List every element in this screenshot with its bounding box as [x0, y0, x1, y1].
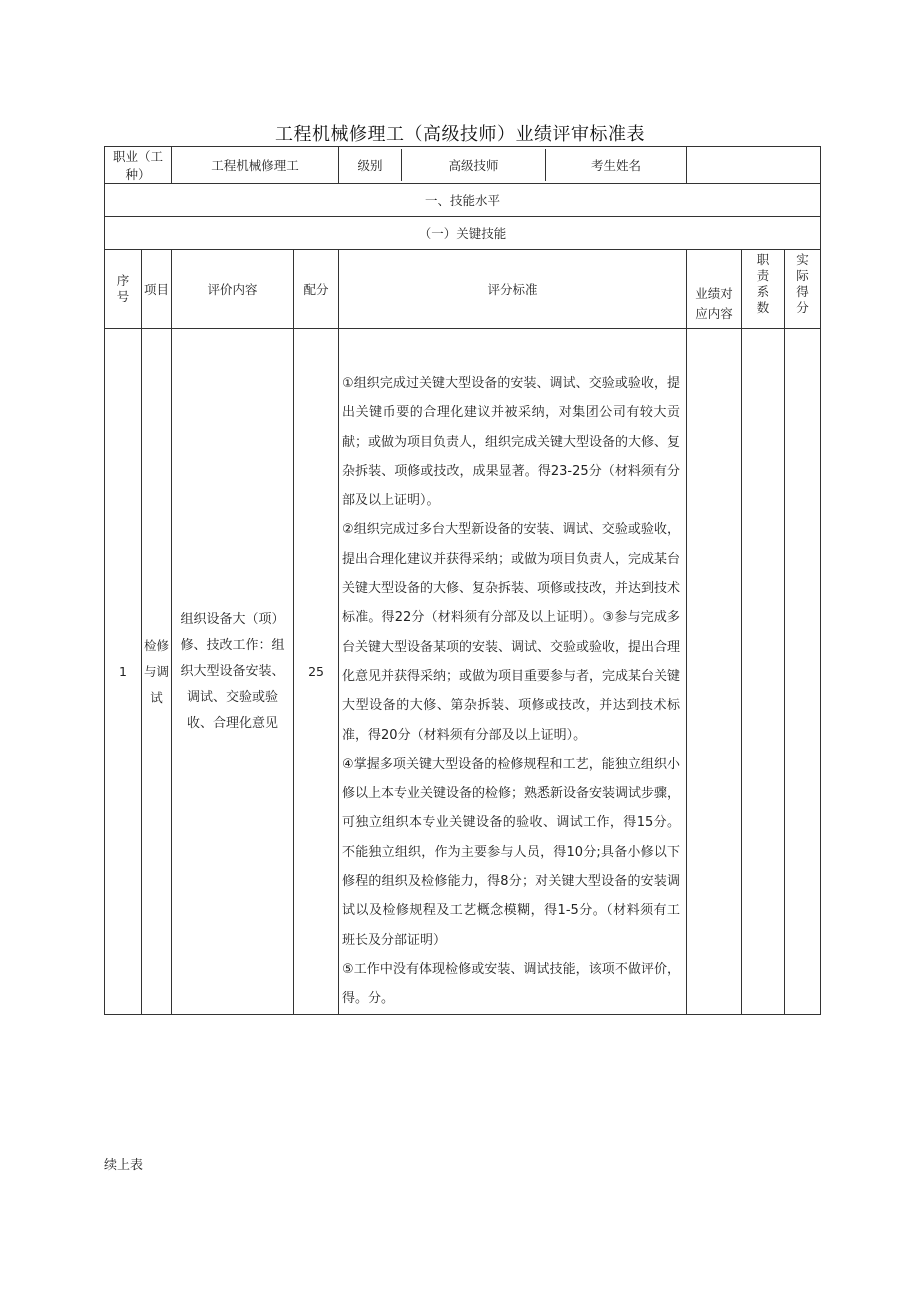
col-content: 评价内容	[172, 250, 294, 329]
col-score: 配分	[294, 250, 339, 329]
candidate-name-field[interactable]	[687, 147, 821, 184]
col-achievement: 业绩对应内容	[687, 250, 742, 329]
level-value: 高级技师	[402, 149, 546, 181]
page-title: 工程机械修理工（高级技师）业绩评审标准表	[275, 124, 645, 145]
col-seq: 序号	[105, 250, 142, 329]
subsection-title: （一）关键技能	[105, 217, 821, 250]
occupation-value: 工程机械修理工	[172, 147, 339, 184]
row-criteria	[339, 329, 687, 1015]
candidate-label: 考生姓名	[591, 158, 642, 173]
row-coefficient-field[interactable]	[742, 329, 785, 1015]
row-seq: 1	[105, 329, 142, 1015]
row-content: 组织设备大（项）修、技改工作：组织大型设备安装、调试、交验或验收、合理化意见	[172, 329, 294, 1015]
row-achievement-field[interactable]	[687, 329, 742, 1015]
col-coefficient: 职责系数	[742, 250, 785, 329]
col-criteria: 评分标准	[339, 250, 687, 329]
header-row	[105, 147, 821, 184]
table-row	[105, 329, 821, 1015]
row-item: 检修与调试	[142, 329, 172, 1015]
criteria-item: ④掌握多项关键大型设备的检修规程和工艺，能独立组织小修以上本专业关键设备的检修；熟悉新设备安装调试步骤，可独立组织本专业关键设备的验收、调试工作，得15分。不能独立组织，作为主要参与人员，得10分;具备小修以下修程的组织及检修能力，得8分；对关键大型设备的安装调试以及检修规程及工艺概念模糊，得1-5分。（材料须有工班长及分部证明）	[342, 756, 681, 948]
column-header-row	[105, 250, 821, 329]
section-row	[105, 184, 821, 217]
evaluation-table	[104, 146, 821, 1015]
row-actual-field[interactable]	[785, 329, 821, 1015]
subsection-row	[105, 217, 821, 250]
level-label: 级别	[339, 149, 402, 181]
row-score: 25	[294, 329, 339, 1015]
continued-note: 续上表	[104, 1158, 144, 1173]
criteria-item: ②组织完成过多台大型新设备的安装、调试、交验或验收，提出合理化建议并获得采纳；或做为项目负责人，完成某台关键大型设备的大修、复杂拆装、项修或技改，并达到技术标准。得22分（材料须有分部及以上证明）。③参与完成多台关键大型设备某项的安装、调试、交验或验收，提出合理化意见并获得采纳；或做为项目重要参与者，完成某台关键大型设备的大修、第杂拆装、项修或技改，并达到技术标准，得20分（材料须有分部及以上证明）。	[342, 522, 681, 743]
level-cells	[339, 147, 687, 184]
criteria-item: ①组织完成过关键大型设备的安装、调试、交验或验收，提出关键币要的合理化建议并被采纳，对集团公司有较大贡献；或做为项目负责人，组织完成关键大型设备的大修、复杂拆装、项修或技改，成果显著。得23-25分（材料须有分部及以上证明）。	[342, 376, 681, 509]
occupation-label: 职业（工种）	[105, 147, 172, 184]
col-actual: 实际得分	[785, 250, 821, 329]
criteria-item: ⑤工作中没有体现检修或安装、调试技能，该项不做评价，得。分。	[342, 961, 681, 1007]
col-item: 项目	[142, 250, 172, 329]
section-title: 一、技能水平	[105, 184, 821, 217]
